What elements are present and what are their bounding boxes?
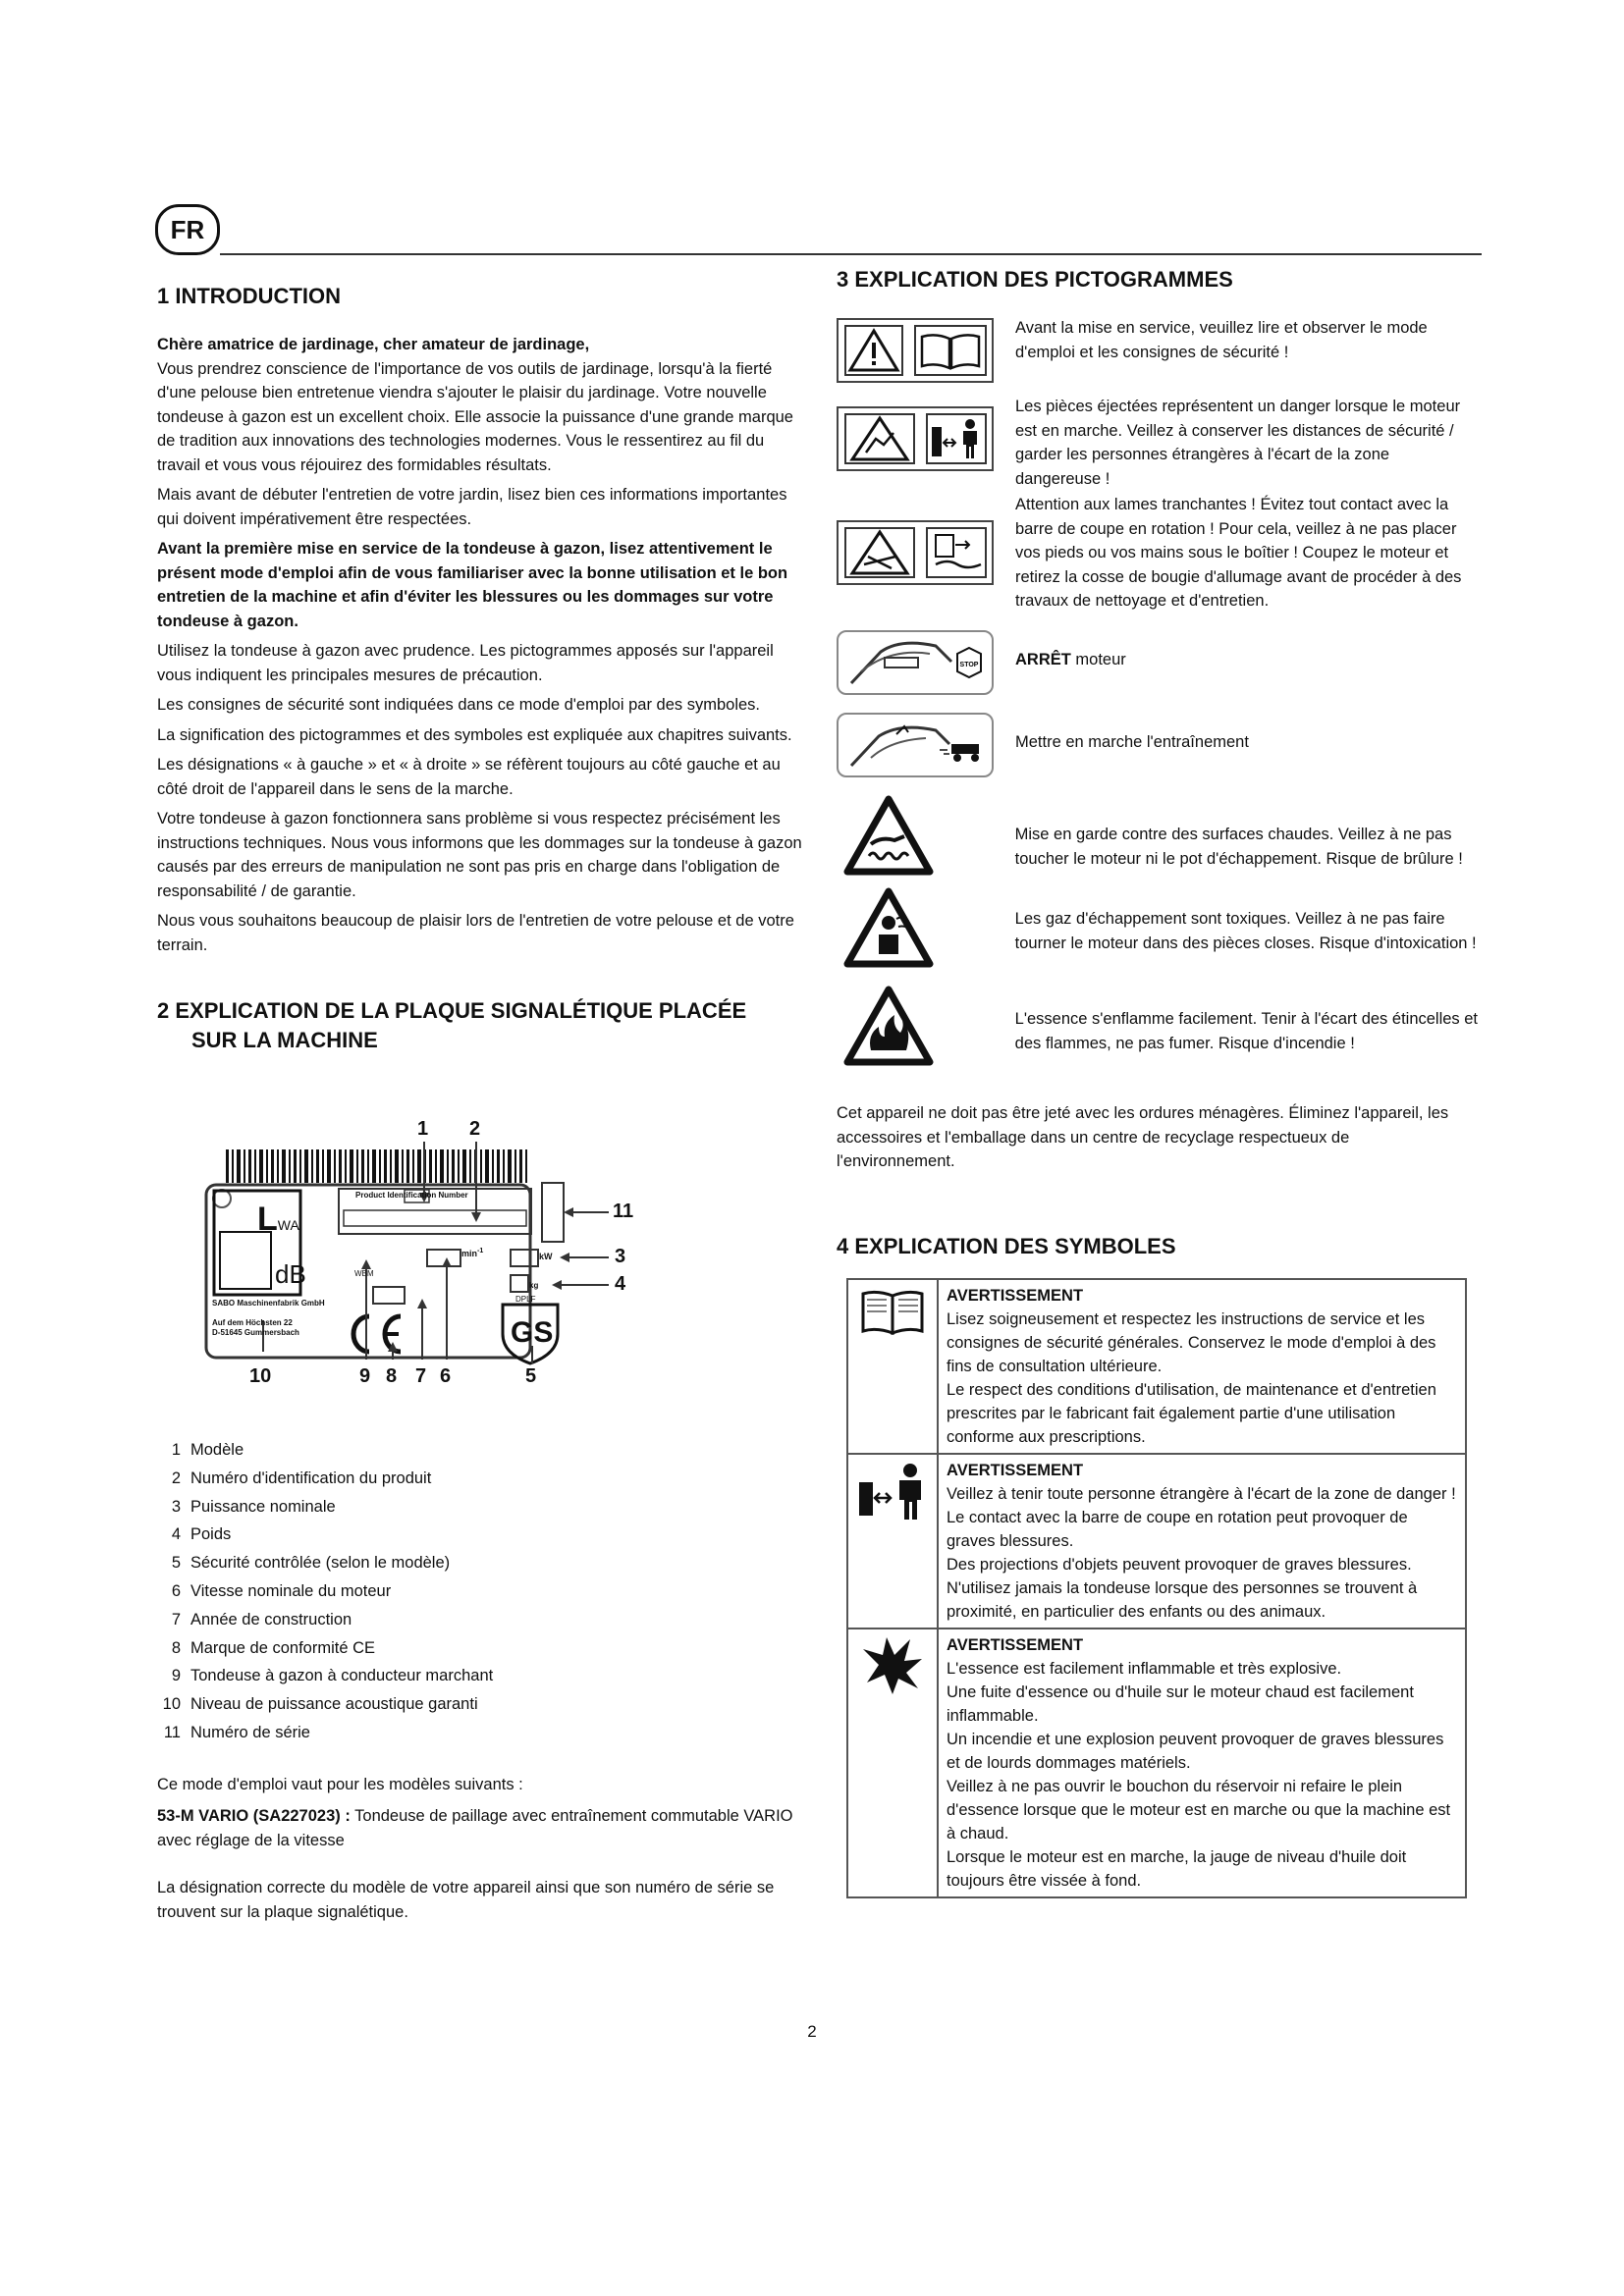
symbol-cell	[847, 1629, 938, 1897]
intro-p6: La signification des pictogrammes et des symboles est expliquée aux chapitres suivants.	[157, 725, 792, 744]
callout-9: 9	[359, 1365, 371, 1387]
ejected-objects-icon	[844, 413, 915, 464]
intro-p9: Nous vous souhaitons beaucoup de plaisir lors de l'entretien de votre pelouse et de votre terrain.	[157, 912, 794, 954]
picto-row-4	[837, 630, 1485, 695]
section4-title: 4 EXPLICATION DES SYMBOLES	[837, 1234, 1176, 1258]
address-line2: D-51645 Gummersbach	[212, 1328, 299, 1337]
list-item: 10 Niveau de puissance acoustique garanti	[162, 1695, 478, 1714]
list-item: 5 Sécurité contrôlée (selon le modèle)	[171, 1554, 451, 1573]
section2-title: 2 EXPLICATION DE LA PLAQUE SIGNALÉTIQUE PLACÉE SUR LA MACHINE	[157, 998, 747, 1052]
picto-ejected-parts	[837, 406, 994, 471]
table-row	[847, 1629, 1466, 1897]
callout-10: 10	[249, 1365, 272, 1387]
barcode	[226, 1149, 527, 1183]
lwa-label: LWA	[257, 1201, 299, 1238]
disposal-note: Cet appareil ne doit pas être jeté avec les ordures ménagères. Éliminez l'appareil, les accessoires et l'emballage dans un centre de recyclage respectueux de l'environnement.	[837, 1104, 1449, 1170]
picto-read-manual	[837, 318, 994, 383]
blade-warning-icon	[844, 527, 915, 578]
callout-7: 7	[415, 1365, 427, 1387]
plate-note: La désignation correcte du modèle de votre appareil ainsi que son numéro de série se trouvent sur la plaque signalétique.	[157, 1879, 775, 1921]
fire-icon	[843, 986, 934, 1066]
kw-label: kW	[539, 1252, 553, 1261]
toxic-fumes-icon	[843, 887, 934, 968]
intro-p1: Vous prendrez conscience de l'importance de vos outils de jardinage, lorsqu'à la fierté d'une pelouse bien entretenue viendra s'ajouter le plaisir du jardinage. Votre nouvelle tondeuse à gazon est un excellent choix. Elle associe la puissance d'une grande marque de tradition aux innovations des technologies modernes. Vous le ressentirez au fil du travail et vous vous réjouirez des formidables résultats.	[157, 359, 793, 474]
section3-title: 3 EXPLICATION DES PICTOGRAMMES	[837, 267, 1233, 292]
picto-row-7	[837, 887, 1485, 968]
handle-stop-icon	[841, 632, 989, 693]
symbol-text: AVERTISSEMENT L'essence est facilement inflammable et très explosive. Une fuite d'essence ou d'huile sur le moteur chaud est facilement inflammable. Un incendie et une explosion peuvent provoquer de graves blessures et de lourds dommages matériels. Veillez à ne pas ouvrir le bouchon du réservoir ni refaire le plein d'essence lorsque que le moteur est en marche ou que la machine est à chaud. Lorsque le moteur est en marche, la jauge de niveau d'huile doit toujours être vissée à fond.	[938, 1629, 1466, 1897]
picto-engine-stop	[837, 630, 994, 695]
picto-row-2	[837, 398, 1485, 491]
intro-p2: Mais avant de débuter l'entretien de votre jardin, lisez bien ces informations importantes qui doivent impérativement être respectées.	[157, 486, 787, 528]
hot-surface-icon	[843, 795, 934, 876]
symbol-text: AVERTISSEMENT Lisez soigneusement et respectez les instructions de service et les consignes de sécurité générales. Conservez le mode d'emploi à des fins de consultation ultérieure. Le respect des conditions d'utilisation, de maintenance et d'entretien prescrites par le fabricant fait également partie d'une utilisation conforme aux prescriptions.	[938, 1279, 1466, 1454]
list-item: 2 Numéro d'identification du produit	[171, 1468, 432, 1487]
list-item: 9 Tondeuse à gazon à conducteur marchant	[171, 1667, 494, 1685]
picto-flammable	[837, 986, 941, 1066]
intro-p5: Les consignes de sécurité sont indiquées dans ce mode d'emploi par des symboles.	[157, 696, 761, 714]
picto-text: ARRÊT moteur	[1015, 651, 1126, 668]
list-item: 7 Année de construction	[171, 1610, 352, 1629]
disconnect-plug-icon	[926, 527, 987, 578]
model-entry: 53-M VARIO (SA227023) : Tondeuse de paillage avec entraînement commutable VARIO avec réglage de la vitesse	[157, 1807, 793, 1849]
symbol-cell	[847, 1454, 938, 1629]
manual-book-icon	[857, 1286, 928, 1337]
callout-4: 4	[615, 1273, 626, 1295]
models-intro: Ce mode d'emploi vaut pour les modèles suivants :	[157, 1775, 523, 1793]
symbols-table	[846, 1278, 1467, 1898]
rating-plate-diagram	[177, 1085, 687, 1438]
picto-row-5	[837, 713, 1485, 777]
pin-label: Product Identification Number	[355, 1191, 468, 1200]
table-row	[847, 1454, 1466, 1629]
picto-row-1	[837, 318, 1485, 383]
left-column	[157, 280, 805, 1930]
list-item: 4 Poids	[171, 1525, 232, 1544]
picto-text: Mettre en marche l'entraînement	[1015, 733, 1249, 751]
stop-label: STOP	[959, 662, 979, 668]
picto-text: Les pièces éjectées représentent un danger lorsque le moteur est en marche. Veillez à conserver les distances de sécurité / garder les personnes étrangères à l'écart de la zone dangereuse !	[1015, 398, 1461, 488]
table-row	[847, 1279, 1466, 1454]
wbm-label: WBM	[354, 1269, 374, 1278]
list-item: 6 Vitesse nominale du moteur	[171, 1581, 392, 1600]
intro-p7: Les désignations « à gauche » et « à droite » se réfèrent toujours au côté gauche et au côté droit de l'appareil dans le sens de la marche.	[157, 756, 781, 798]
kg-label: kg	[529, 1281, 539, 1290]
picto-row-6	[837, 795, 1485, 876]
intro-p3: Avant la première mise en service de la tondeuse à gazon, lisez attentivement le présent mode d'emploi afin de vous familiariser avec la bonne utilisation et le bon entretien de la machine et afin d'éviter les blessures ou les dommages sur votre tondeuse à gazon.	[157, 540, 788, 630]
keep-distance-icon	[926, 413, 987, 464]
intro-p4: Utilisez la tondeuse à gazon avec prudence. Les pictogrammes apposés sur l'appareil vous indiquent les principales mesures de précaution.	[157, 642, 774, 684]
callout-1: 1	[417, 1118, 429, 1140]
keep-distance-icon	[855, 1461, 930, 1523]
callout-11: 11	[613, 1201, 634, 1222]
symbol-cell	[847, 1279, 938, 1454]
greeting: Chère amatrice de jardinage, cher amateur de jardinage,	[157, 336, 590, 353]
list-item: 1 Modèle	[171, 1441, 244, 1459]
symbol-text: AVERTISSEMENT Veillez à tenir toute personne étrangère à l'écart de la zone de danger ! Le contact avec la barre de coupe en rotation peut provoquer de graves blessures. Des projections d'objets peuvent provoquer de graves blessures. N'utilisez jamais la tondeuse lorsque des personnes se trouvent à proximité, en particulier des enfants ou des animaux.	[938, 1454, 1466, 1629]
maker-label: SABO Maschinenfabrik GmbH	[212, 1299, 325, 1308]
picto-text: L'essence s'enflamme facilement. Tenir à l'écart des étincelles et des flammes, ne pas fumer. Risque d'incendie !	[1014, 1010, 1479, 1052]
db-label: dB	[275, 1259, 306, 1289]
callout-6: 6	[440, 1365, 452, 1387]
explosion-icon	[857, 1635, 928, 1698]
dplf-label: DPLF	[515, 1295, 536, 1304]
picto-toxic-gas	[837, 887, 941, 968]
picto-hot-surface	[837, 795, 941, 876]
picto-row-3	[837, 496, 1485, 614]
header-rule	[220, 253, 1482, 255]
address-line1: Auf dem Höchsten 22	[212, 1318, 293, 1327]
picto-text: Avant la mise en service, veuillez lire et observer le mode d'emploi et les consignes de sécurité !	[1015, 319, 1428, 361]
section1-title: 1 INTRODUCTION	[157, 284, 341, 308]
picto-drive-engage	[837, 713, 994, 777]
intro-p8: Votre tondeuse à gazon fonctionnera sans problème si vous respectez précisément les instructions techniques. Nous vous informons que les dommages sur la tondeuse à gazon causés par des erreurs de manipulation ne sont pas pris en charge dans l'obligation de responsabilité / de garantie.	[157, 810, 802, 900]
callout-2: 2	[469, 1118, 481, 1140]
picto-text: Attention aux lames tranchantes ! Évitez tout contact avec la barre de coupe en rotation ! Pour cela, veillez à ne pas placer vos pieds ou vos mains sous le boîtier ! Coupez le moteur et retirez la cosse de bougie d'allumage avant de procéder à des travaux de nettoyage et d'entretien.	[1015, 496, 1462, 610]
picto-row-8	[837, 986, 1485, 1066]
callout-8: 8	[386, 1365, 398, 1387]
picto-text: Mise en garde contre des surfaces chaudes. Veillez à ne pas toucher le moteur ni le pot d'échappement. Risque de brûlure !	[1014, 826, 1463, 868]
manual-book-icon	[914, 325, 987, 376]
page-number: 2	[807, 2022, 817, 2041]
callout-5: 5	[525, 1365, 537, 1387]
picto-sharp-blades	[837, 520, 994, 585]
plate-legend-list	[161, 1436, 805, 1747]
min-label: $\min^{-1}$	[461, 1248, 484, 1258]
callout-3: 3	[615, 1246, 626, 1267]
list-item: 11 Numéro de série	[163, 1723, 310, 1741]
gs-mark: GS	[511, 1316, 554, 1349]
warning-triangle-icon	[844, 325, 903, 376]
list-item: 3 Puissance nominale	[171, 1497, 336, 1516]
list-item: 8 Marque de conformité CE	[171, 1638, 376, 1657]
picto-text: Les gaz d'échappement sont toxiques. Veillez à ne pas faire tourner le moteur dans des pièces closes. Risque d'intoxication !	[1014, 910, 1477, 952]
right-column	[837, 267, 1485, 1890]
language-badge: FR	[155, 204, 220, 255]
drive-lever-icon	[841, 715, 989, 775]
